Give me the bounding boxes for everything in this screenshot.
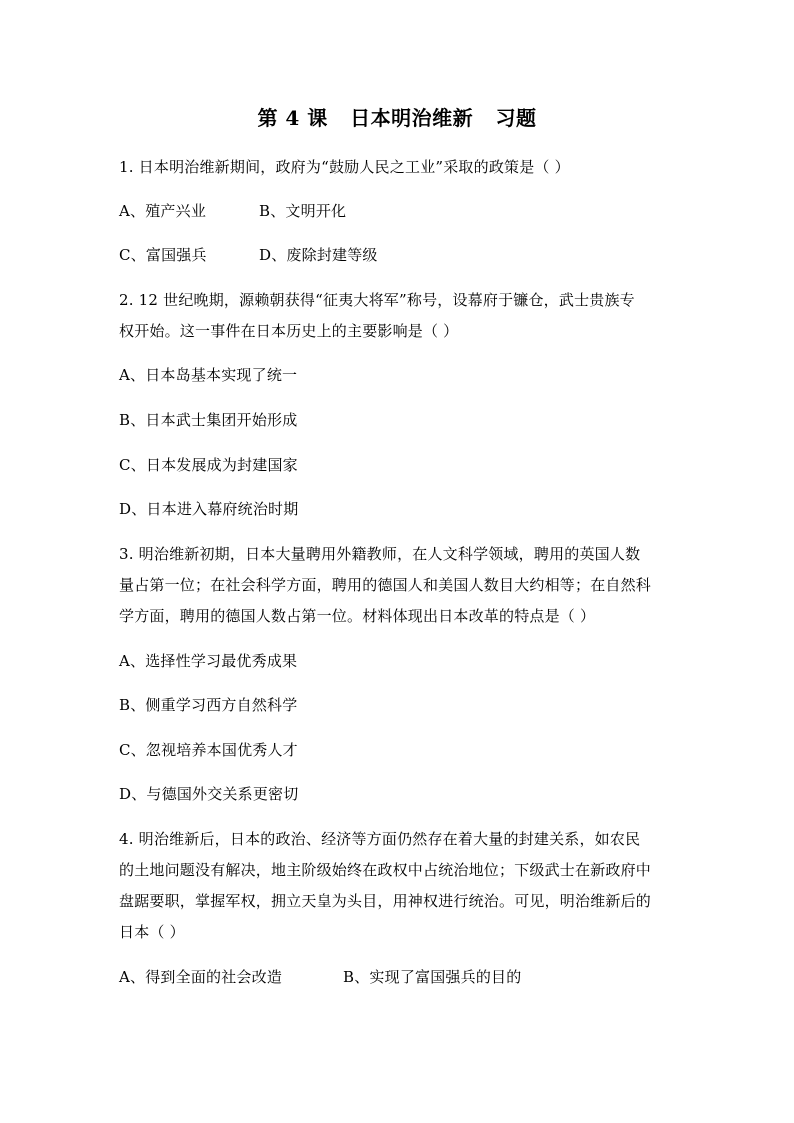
question-2-text-line-1: 2. 12 世纪晚期，源赖朝获得“征夷大将军”称号，设幕府于镰仓，武士贵族专 <box>119 291 635 309</box>
question-3-option-d: D、与德国外交关系更密切 <box>119 785 299 803</box>
question-3-text-line-2: 量占第一位；在社会科学方面，聘用的德国人和美国人数目大约相等；在自然科 <box>119 576 652 594</box>
question-1-option-b: B、文明开化 <box>259 202 347 220</box>
question-4-text-line-3: 盘踞要职，掌握军权，拥立天皇为头目，用神权进行统治。可见，明治维新后的 <box>119 892 652 910</box>
page-title: 第 4 课 日本明治维新 习题 <box>257 106 537 130</box>
question-1-option-d: D、废除封建等级 <box>259 246 378 264</box>
question-1-option-c: C、富国强兵 <box>119 246 207 264</box>
question-1-option-row-1 <box>119 200 347 222</box>
question-1-option-a: A、殖产兴业 <box>119 202 207 220</box>
question-4-text-line-2: 的土地问题没有解决，地主阶级始终在政权中占统治地位；下级武士在新政府中 <box>119 861 652 879</box>
question-3-option-a: A、选择性学习最优秀成果 <box>119 652 298 670</box>
question-3-text-line-1: 3. 明治维新初期，日本大量聘用外籍教师，在人文科学领域，聘用的英国人数 <box>119 545 641 563</box>
question-4-option-a: A、得到全面的社会改造 <box>119 968 283 986</box>
question-2-option-b: B、日本武士集团开始形成 <box>119 411 298 429</box>
question-2-text-line-2: 权开始。这一事件在日本历史上的主要影响是（ ） <box>119 322 459 340</box>
question-4-option-b: B、实现了富国强兵的目的 <box>343 968 522 986</box>
question-2-option-d: D、日本进入幕府统治时期 <box>119 500 299 518</box>
question-2-option-c: C、日本发展成为封建国家 <box>119 456 298 474</box>
question-4-text-line-1: 4. 明治维新后，日本的政治、经济等方面仍然存在着大量的封建关系，如农民 <box>119 830 641 848</box>
question-3-text-line-3: 学方面，聘用的德国人数占第一位。材料体现出日本改革的特点是（ ） <box>119 607 596 625</box>
question-4-option-row-1 <box>119 966 522 988</box>
question-2-option-a: A、日本岛基本实现了统一 <box>119 366 298 384</box>
question-4-text-line-4: 日本（ ） <box>119 923 185 941</box>
question-3-option-b: B、侧重学习西方自然科学 <box>119 696 298 714</box>
question-1-option-row-2 <box>119 244 378 266</box>
question-1-text-line-1: 1. 日本明治维新期间，政府为“鼓励人民之工业”采取的政策是（ ） <box>119 158 570 176</box>
question-3-option-c: C、忽视培养本国优秀人才 <box>119 741 298 759</box>
